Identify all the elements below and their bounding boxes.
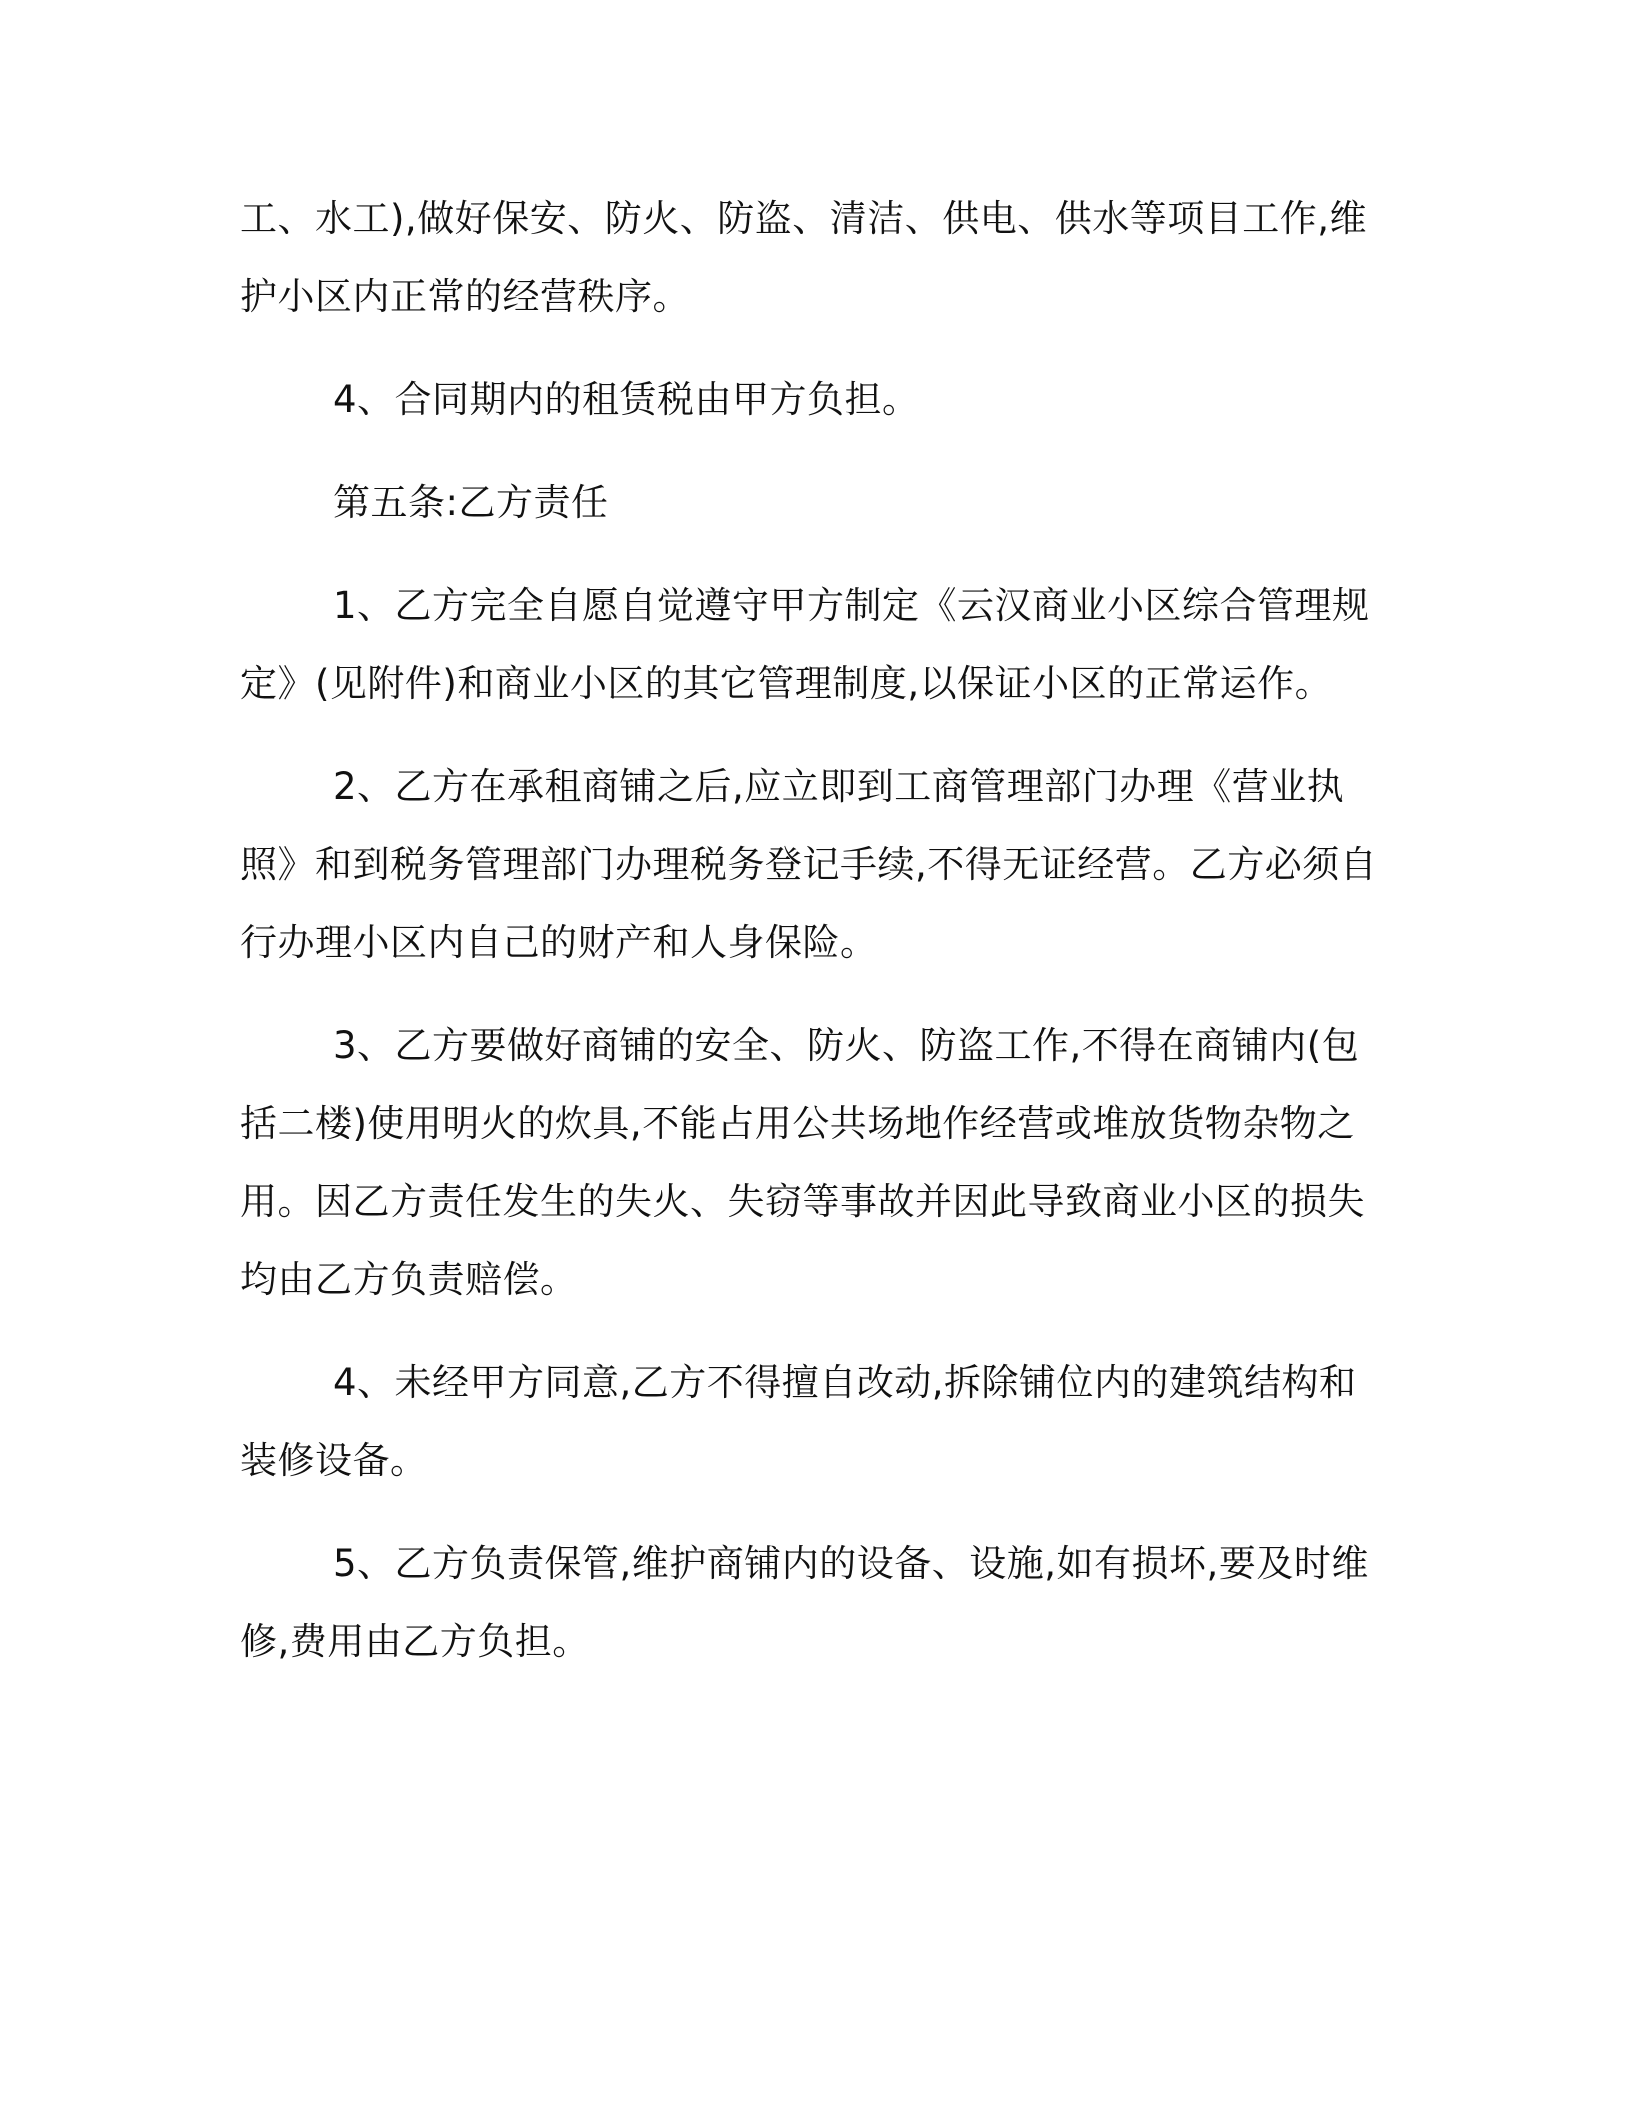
paragraph-lessee-clause-4: 4、未经甲方同意,乙方不得擅自改动,拆除铺位内的建筑结构和装修设备。 [240, 1361, 1357, 1482]
paragraph-lessee-clause-3: 3、乙方要做好商铺的安全、防火、防盗工作,不得在商铺内(包括二楼)使用明火的炊具,不能占用公共场地作经营或堆放货物杂物之用。因乙方责任发生的失火、失窃等事故并因此导致商业小区的损失均由乙方负责赔偿。 [240, 1024, 1365, 1301]
paragraph-lessor-clause-4: 4、合同期内的租赁税由甲方负担。 [333, 378, 920, 421]
paragraph-lessee-clause-1: 1、乙方完全自愿自觉遵守甲方制定《云汉商业小区综合管理规定》(见附件)和商业小区的其它管理制度,以保证小区的正常运作。 [240, 584, 1370, 705]
paragraph-lessee-clause-5: 5、乙方负责保管,维护商铺内的设备、设施,如有损坏,要及时维修,费用由乙方负担。 [240, 1542, 1369, 1663]
paragraph-lessee-clause-2: 2、乙方在承租商铺之后,应立即到工商管理部门办理《营业执照》和到税务管理部门办理税务登记手续,不得无证经营。乙方必须自行办理小区内自己的财产和人身保险。 [240, 765, 1378, 964]
paragraph-continuation: 工、水工),做好保安、防火、防盗、清洁、供电、供水等项目工作,维护小区内正常的经营秩序。 [240, 197, 1367, 318]
section-heading-article-5: 第五条:乙方责任 [333, 481, 609, 524]
document-body [240, 180, 1390, 1706]
